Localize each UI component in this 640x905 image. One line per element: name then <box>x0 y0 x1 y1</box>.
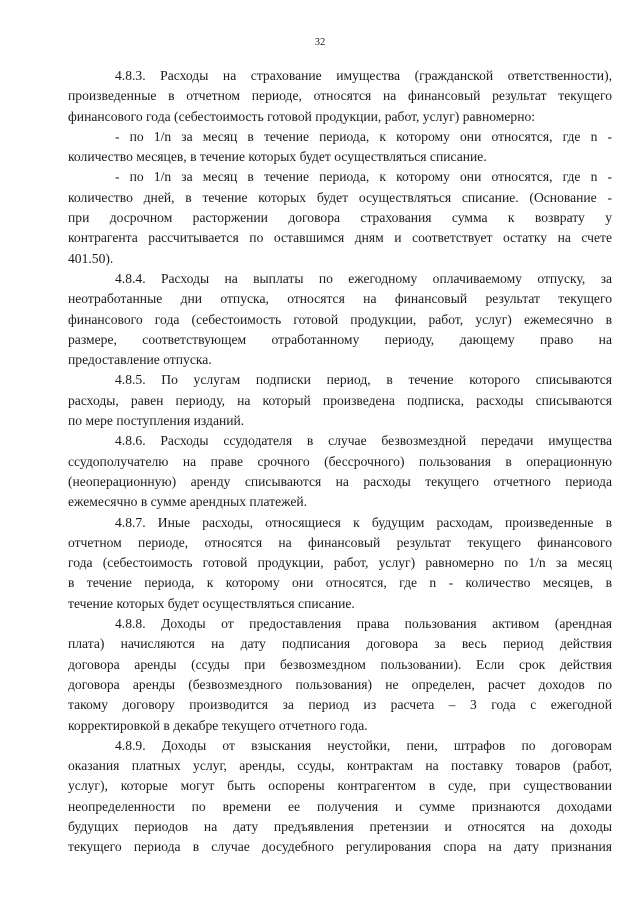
text-line: в течение периода, к которому они относятся, где n - количество месяцев, в <box>68 575 612 591</box>
text-line: 4.8.8. Доходы от предоставления права пользования активом (арендная <box>115 616 612 632</box>
text-line: неопределенности по времени ее получения и сумме признаются доходами <box>68 798 612 814</box>
text-line: 4.8.4. Расходы на выплаты по ежегодному оплачиваемому отпуску, за <box>115 270 612 286</box>
text-line: такому договору производится за период из расчета – 3 года с ежегодной <box>68 697 612 713</box>
text-line: неотработанные дни отпуска, относятся на финансовый результат текущего <box>68 291 612 307</box>
text-line: размере, соответствующем отработанному периоду, дающему право на <box>68 331 612 347</box>
text-line: течение которых будет осуществляться списание. <box>68 595 355 611</box>
text-line: расходы, равен периоду, на который произведена подписка, расходы списываются <box>68 392 612 408</box>
text-line: оказания платных услуг, аренды, ссуды, контрактам на поставку товаров (работ, <box>68 758 612 774</box>
text-line: 4.8.5. По услугам подписки период, в течение которого списываются <box>115 372 612 388</box>
text-line: договора аренды (безвозмездного пользования) не определен, расчет доходов по <box>68 676 612 692</box>
text-line: года (себестоимость готовой продукции, работ, услуг) равномерно по 1/n за месяц <box>68 555 612 571</box>
text-line: контрагента рассчитывается по оставшимся дням и соответствует остатку на счете <box>68 230 612 246</box>
text-line: - по 1/n за месяц в течение периода, к которому они относятся, где n - <box>115 128 612 144</box>
text-line: ссудополучателю на праве срочного (бессрочного) пользования в операционную <box>68 453 612 469</box>
text-line: договора аренды (ссуды при безвозмездном пользовании). Если срок действия <box>68 656 612 672</box>
text-line: будущих периодов на дату предъявления претензии и относятся на доходы <box>68 818 612 834</box>
text-line: предоставление отпуска. <box>68 352 212 368</box>
text-line: (неоперационную) аренду списываются на расходы текущего отчетного периода <box>68 473 612 489</box>
text-line: 4.8.3. Расходы на страхование имущества (гражданской ответственности), <box>115 68 612 83</box>
text-line: количество месяцев, в течение которых будет осуществляться списание. <box>68 149 487 165</box>
text-line: 4.8.7. Иные расходы, относящиеся к будущим расходам, произведенные в <box>115 514 612 530</box>
text-line: ежемесячно в сумме арендных платежей. <box>68 494 308 510</box>
text-line: финансового года (себестоимость готовой продукции, работ, услуг) ежемесячно в <box>68 311 612 327</box>
text-line: по мере поступления изданий. <box>68 413 245 429</box>
text-line: - по 1/n за месяц в течение периода, к которому они относятся, где n - <box>115 169 612 185</box>
text-line: услуг), которые могут быть оспорены контрагентом в суде, при существовании <box>68 778 612 794</box>
page-number: 32 <box>314 37 326 48</box>
text-line: произведенные в отчетном периоде, относятся на финансовый результат текущего <box>68 88 612 104</box>
text-line: отчетном периоде, относятся на финансовый результат текущего финансового <box>68 534 612 550</box>
text-line: финансового года (себестоимость готовой продукции, работ, услуг) равномерно: <box>68 108 536 124</box>
text-line: количество дней, в течение которых будет осуществляться списание. (Основание - <box>68 189 612 205</box>
text-line: корректировкой в декабре текущего отчетного года. <box>68 717 368 733</box>
text-line: 401.50). <box>68 250 114 266</box>
text-line: 4.8.9. Доходы от взыскания неустойки, пени, штрафов по договорам <box>115 737 612 753</box>
text-line: текущего периода в случае досудебного регулирования спора на дату признания <box>68 839 612 855</box>
text-line: 4.8.6. Расходы ссудодателя в случае безвозмездной передачи имущества <box>115 433 612 449</box>
text-line: плата) начисляются на дату подписания договора за весь период действия <box>68 636 612 652</box>
text-line: при досрочном расторжении договора страхования сумма к возврату у <box>68 210 612 226</box>
document-body <box>68 66 612 858</box>
